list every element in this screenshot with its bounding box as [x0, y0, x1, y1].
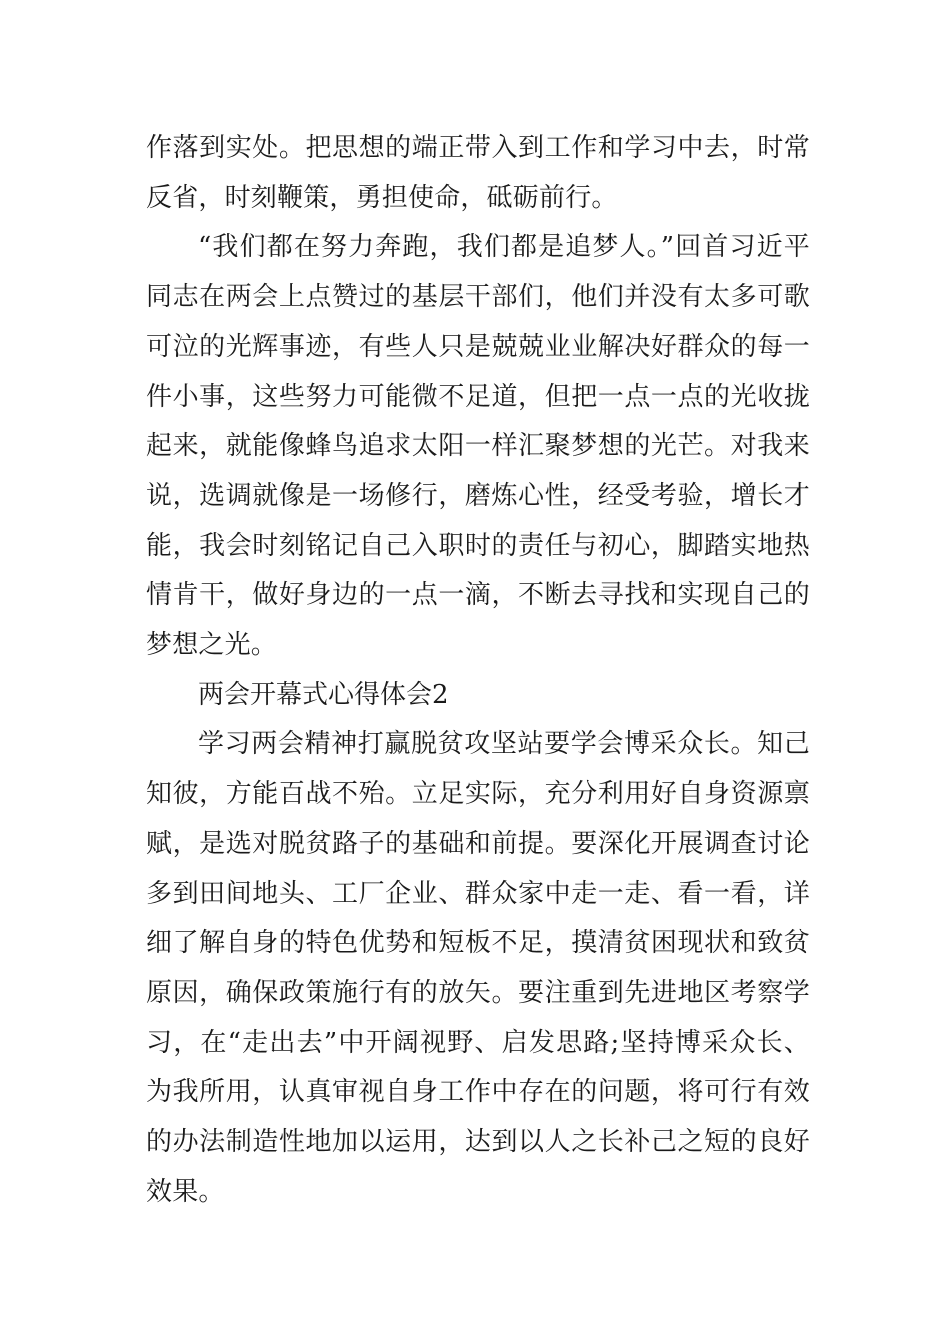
- paragraph-poverty-alleviation: 学习两会精神打赢脱贫攻坚站要学会博采众长。知己知彼，方能百战不殆。立足实际，充分利用好自身资源禀赋，是选对脱贫路子的基础和前提。要深化开展调查讨论多到田间地头、工厂企业、群众家中走一走、看一看，详细了解自身的特色优势和短板不足，摸清贫困现状和致贫原因，确保政策施行有的放矢。要注重到先进地区考察学习，在“走出去”中开阔视野、启发思路;坚持博采众长、为我所用，认真审视自身工作中存在的问题，将可行有效的办法制造性地加以运用，达到以人之长补己之短的良好效果。: [146, 729, 810, 1207]
- section-heading: 两会开幕式心得体会2: [198, 679, 449, 710]
- document-body: [146, 124, 810, 1217]
- paragraph-dream-chasers: “我们都在努力奔跑，我们都是追梦人。”回首习近平同志在两会上点赞过的基层干部们，他们并没有太多可歌可泣的光辉事迹，有些人只是兢兢业业解决好群众的每一件小事，这些努力可能微不足道，但把一点一点的光收拢起来，就能像蜂鸟追求太阳一样汇聚梦想的光芒。对我来说，选调就像是一场修行，磨炼心性，经受考验，增长才能，我会时刻铭记自己入职时的责任与初心，脚踏实地热情肯干，做好身边的一点一滴，不断去寻找和实现自己的梦想之光。: [146, 232, 810, 661]
- paragraph-continuation: 作落到实处。把思想的端正带入到工作和学习中去，时常反省，时刻鞭策，勇担使命，砥砺前行。: [146, 133, 810, 213]
